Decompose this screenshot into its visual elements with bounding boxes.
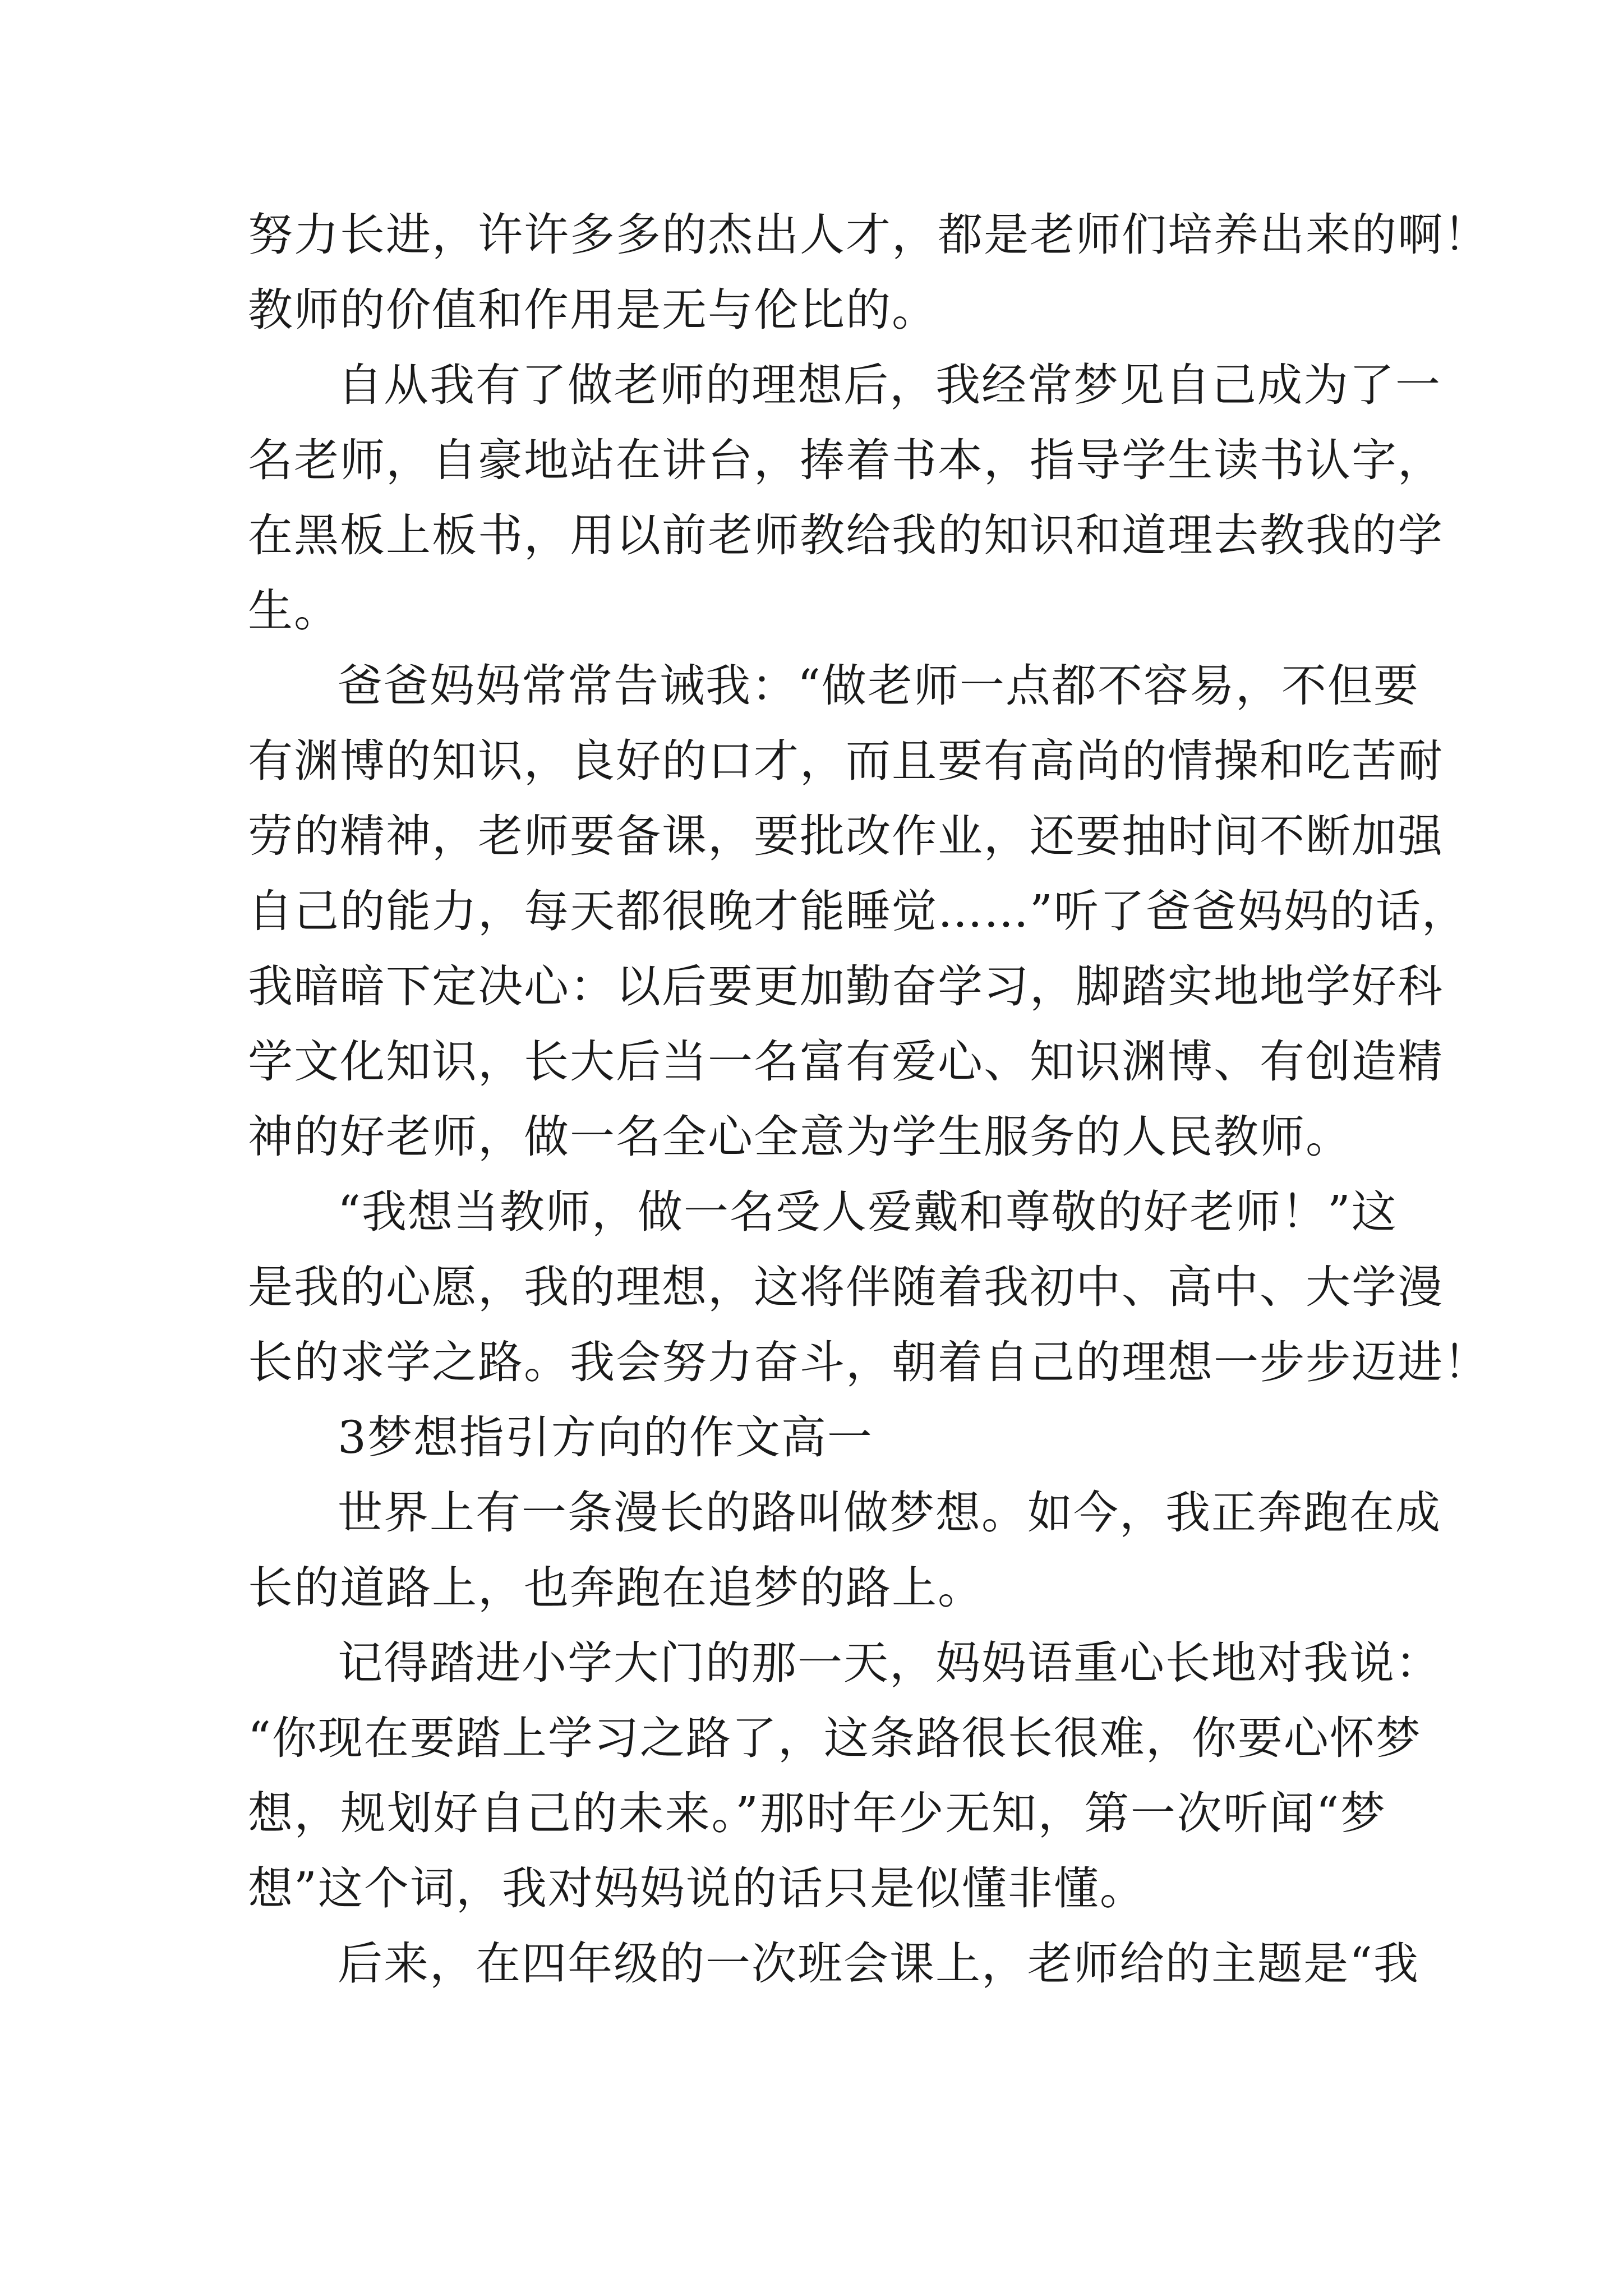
text-line: 有渊博的知识，良好的口才，而且要有高尚的情操和吃苦耐 [248,735,1444,787]
text-line: 神的好老师，做一名全心全意为学生服务的人民教师。 [248,1111,1352,1163]
text-line: 后来，在四年级的一次班会课上，老师给的主题是“我 [338,1938,1419,1990]
text-line: 自己的能力，每天都很晚才能睡觉……”听了爸爸妈妈的话， [248,885,1468,937]
text-line: “你现在要踏上学习之路了，这条路很长很难，你要心怀梦 [248,1712,1422,1764]
text-line: 劳的精神，老师要备课，要批改作业，还要抽时间不断加强 [248,810,1444,862]
text-line: 想”这个词，我对妈妈说的话只是似懂非懂。 [248,1862,1146,1915]
text-line: 记得踏进小学大门的那一天，妈妈语重心长地对我说： [338,1637,1441,1689]
text-line: 长的求学之路。我会努力奋斗，朝着自己的理想一步步迈进！ [248,1336,1490,1388]
text-line: 在黑板上板书，用以前老师教给我的知识和道理去教我的学 [248,509,1444,562]
section-heading: 3梦想指引方向的作文高一 [338,1411,873,1464]
text-line: 学文化知识，长大后当一名富有爱心、知识渊博、有创造精 [248,1036,1444,1088]
text-line: 生。 [248,585,340,637]
text-line: 我暗暗下定决心：以后要更加勤奋学习，脚踏实地地学好科 [248,960,1444,1013]
body-text [248,197,1490,2001]
text-line: 爸爸妈妈常常告诫我：“做老师一点都不容易，不但要 [338,660,1419,712]
text-line: 是我的心愿，我的理想，这将伴随着我初中、高中、大学漫 [248,1261,1444,1313]
text-line: 长的道路上，也奔跑在追梦的路上。 [248,1562,984,1614]
text-line: “我想当教师，做一名受人爱戴和尊敬的好老师！”这 [338,1186,1398,1238]
text-line: 努力长进，许许多多的杰出人才，都是老师们培养出来的啊！ [248,209,1490,261]
text-line: 名老师，自豪地站在讲台，捧着书本，指导学生读书认字， [248,434,1444,486]
text-line: 教师的价值和作用是无与伦比的。 [248,284,938,336]
text-line: 世界上有一条漫长的路叫做梦想。如今，我正奔跑在成 [338,1487,1441,1539]
text-line: 自从我有了做老师的理想后，我经常梦见自己成为了一 [338,359,1441,411]
text-line: 想，规划好自己的未来。”那时年少无知，第一次听闻“梦 [248,1787,1386,1839]
